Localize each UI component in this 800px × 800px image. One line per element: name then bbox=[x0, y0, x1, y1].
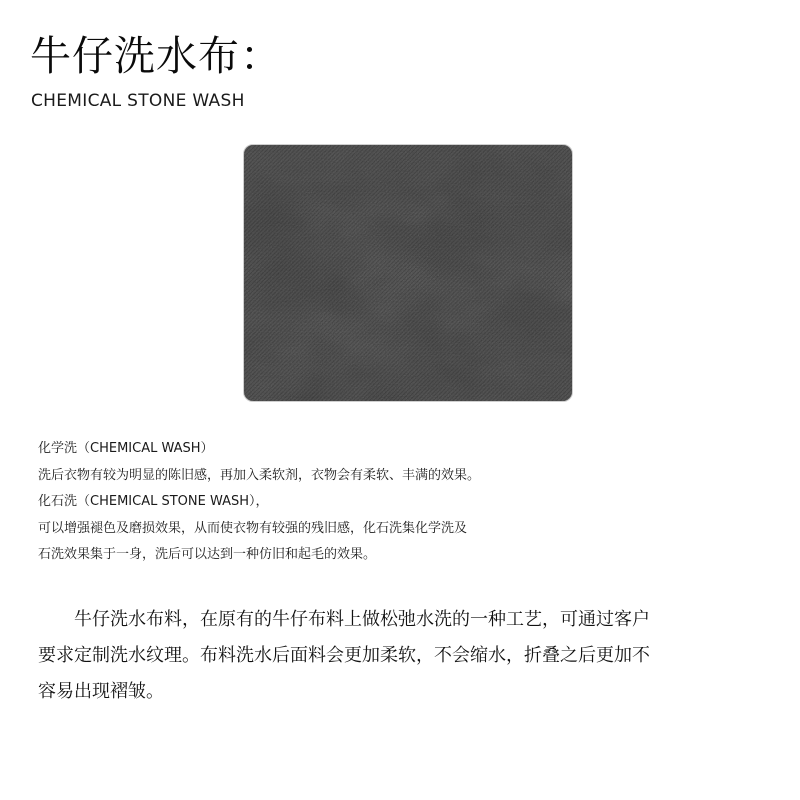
fabric-texture-icon bbox=[244, 145, 572, 401]
page-title: 牛仔洗水布： bbox=[30, 32, 282, 80]
description-line: 化学洗（CHEMICAL WASH） bbox=[38, 441, 214, 456]
description-line: 洗后衣物有较为明显的陈旧感，再加入柔软剂，衣物会有柔软、丰满的效果。 bbox=[38, 467, 481, 483]
wash-description bbox=[38, 436, 480, 569]
description-line: 石洗效果集于一身，洗后可以达到一种仿旧和起毛的效果。 bbox=[38, 547, 377, 562]
paragraph-line: 牛仔洗水布料，在原有的牛仔布料上做松弛水洗的一种工艺，可通过客户 bbox=[74, 609, 650, 630]
fabric-swatch-image bbox=[243, 144, 573, 402]
paragraph-line: 要求定制洗水纹理。布料洗水后面料会更加柔软，不会缩水，折叠之后更加不 bbox=[38, 645, 650, 666]
description-line: 可以增强褪色及磨损效果，从而使衣物有较强的残旧感，化石洗集化学洗及 bbox=[38, 520, 468, 536]
description-line: 化石洗（CHEMICAL STONE WASH）， bbox=[38, 494, 269, 509]
paragraph-line: 容易出现褶皱。 bbox=[38, 681, 164, 702]
page-subtitle: CHEMICAL STONE WASH bbox=[31, 91, 245, 111]
fabric-paragraph bbox=[38, 602, 778, 710]
